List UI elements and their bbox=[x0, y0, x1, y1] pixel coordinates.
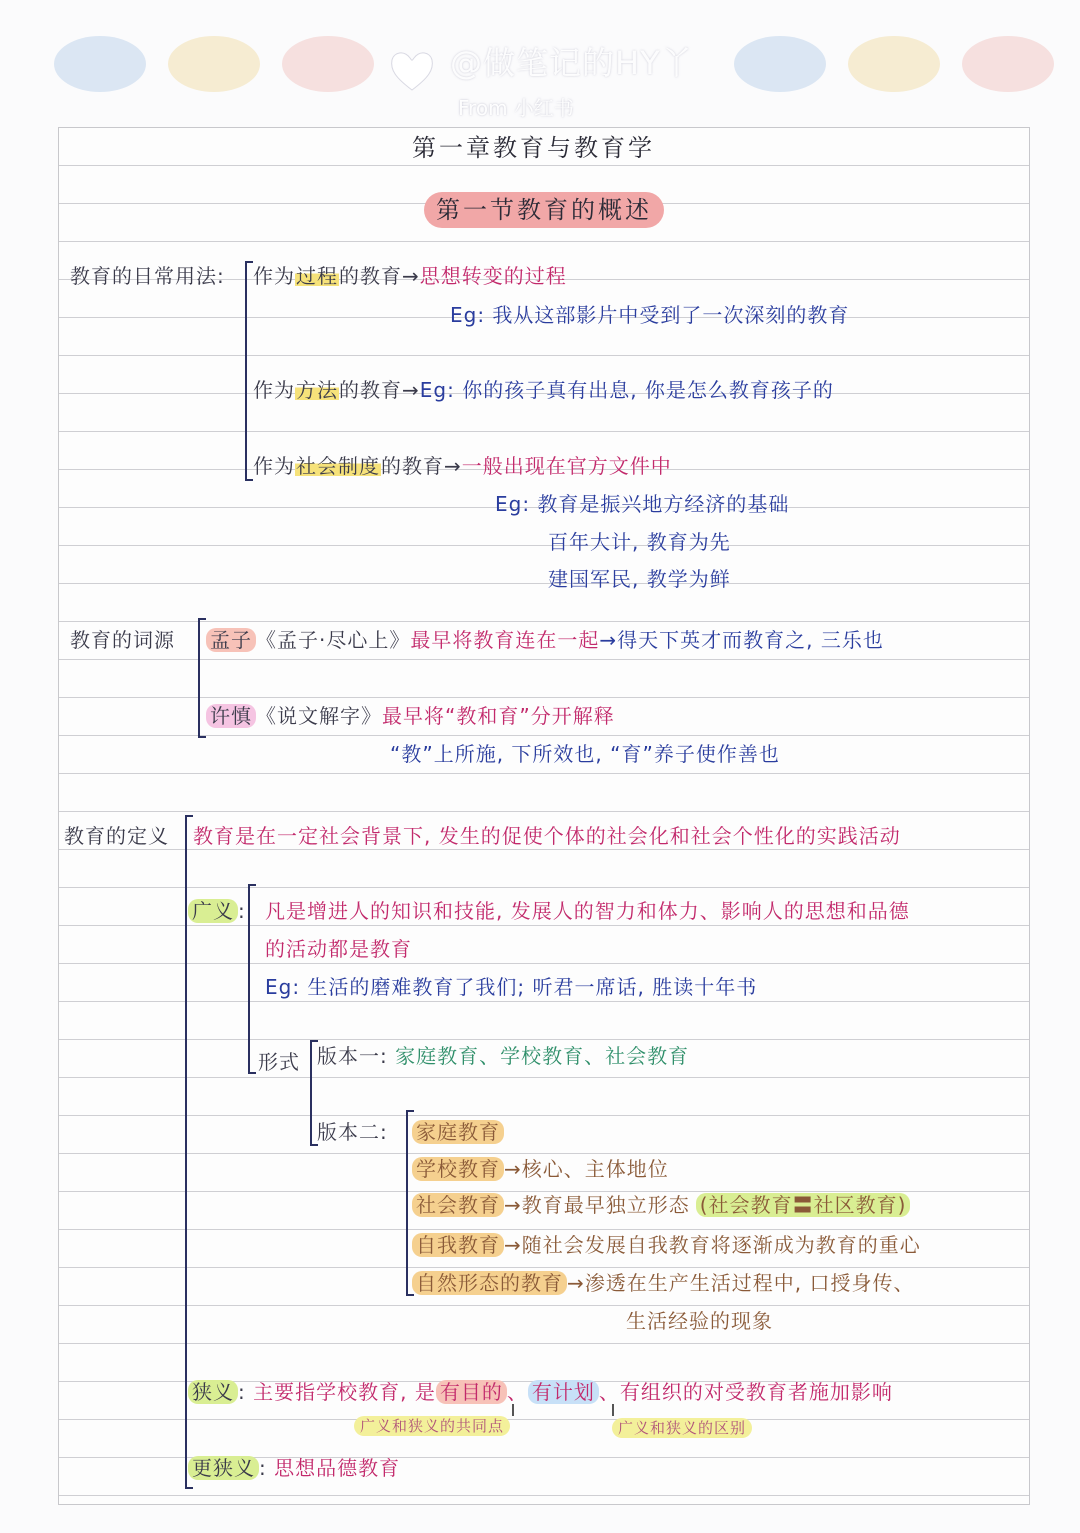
lined-paper bbox=[58, 127, 1030, 1505]
usage-process bbox=[253, 263, 567, 289]
narrower-row: 更狭义 : 思想品德教育 bbox=[188, 1455, 400, 1481]
arrow-down-icon bbox=[512, 1404, 514, 1416]
usage-method-eg: Eg: 你的孩子真有出息, 你是怎么教育孩子的 bbox=[419, 378, 834, 402]
usage-system-key: 社会制度 bbox=[296, 454, 380, 478]
v2-item-extra: (社会教育〓社区教育) bbox=[696, 1193, 911, 1217]
page-title: 第一章教育与教育学 bbox=[412, 134, 655, 162]
v2-item-name: 家庭教育 bbox=[412, 1120, 504, 1144]
usage-method-pre: 作为 bbox=[253, 378, 295, 402]
broad-eg: Eg: 生活的磨难教育了我们; 听君一席话, 胜读十年书 bbox=[265, 975, 758, 999]
mencius-desc: 最早将教育连在一起 bbox=[410, 628, 600, 652]
pastel-dot bbox=[54, 36, 146, 92]
etymology-mencius bbox=[206, 627, 884, 653]
xushen-name: 许慎 bbox=[206, 704, 256, 728]
pastel-dot bbox=[734, 36, 826, 92]
v2-item-desc: →教育最早独立形态 bbox=[504, 1193, 690, 1217]
form-v1-text: 家庭教育、学校教育、社会教育 bbox=[395, 1044, 690, 1068]
mencius-name: 孟子 bbox=[206, 628, 256, 652]
v2-item-desc: →随社会发展自我教育将逐渐成为教育的重心 bbox=[504, 1233, 921, 1257]
v2-item-desc: →核心、主体地位 bbox=[504, 1157, 669, 1181]
narrower-label: 更狭义 bbox=[188, 1456, 259, 1480]
v2-item-desc: →渗透在生产生活过程中, 口授身传、 bbox=[567, 1271, 915, 1295]
broad-line1: 凡是增进人的知识和技能, 发展人的智力和体力、影响人的思想和品德 bbox=[265, 899, 910, 923]
usage-label: 教育的日常用法: bbox=[70, 264, 225, 288]
etymology-label: 教育的词源 bbox=[70, 628, 175, 652]
definition-text: 教育是在一定社会背景下, 发生的促使个体的社会化和社会个性化的实践活动 bbox=[193, 824, 901, 848]
arrow-down-icon bbox=[612, 1404, 614, 1416]
pastel-dot bbox=[282, 36, 374, 92]
xushen-desc: 最早将“教和育”分开解释 bbox=[382, 704, 615, 728]
broad-label-wrap: 广义 : bbox=[188, 898, 246, 924]
usage-process-post: 的教育→ bbox=[339, 264, 420, 288]
v2-item-name: 自然形态的教育 bbox=[412, 1271, 567, 1295]
xushen-book: 《说文解字》 bbox=[256, 704, 382, 728]
v2-item bbox=[412, 1270, 914, 1296]
definition-label: 教育的定义 bbox=[64, 824, 169, 848]
xushen-quote: “教”上所施, 下所效也, “育”养子使作善也 bbox=[390, 742, 780, 766]
v2-item bbox=[412, 1119, 504, 1145]
usage-method bbox=[253, 377, 834, 403]
section-title: 第一节教育的概述 bbox=[424, 192, 664, 228]
v2-item bbox=[412, 1156, 669, 1182]
narrow-k1: 有目的 bbox=[436, 1380, 507, 1404]
pastel-dot bbox=[962, 36, 1054, 92]
usage-method-key: 方法 bbox=[296, 378, 338, 402]
mencius-quote: →得天下英才而教育之, 三乐也 bbox=[599, 628, 884, 652]
narrow-sep: 、 bbox=[506, 1380, 528, 1404]
xiaohongshu-logo-icon bbox=[386, 44, 438, 96]
usage-process-pre: 作为 bbox=[253, 264, 295, 288]
v2-item-name: 自我教育 bbox=[412, 1233, 504, 1257]
broad-label: 广义 bbox=[188, 899, 238, 923]
usage-system-meaning: 一般出现在官方文件中 bbox=[461, 454, 672, 478]
broad-form-label: 形式 bbox=[258, 1050, 300, 1074]
usage-system-eg1: Eg: 教育是振兴地方经济的基础 bbox=[495, 492, 790, 516]
narrow-row: 狭义 : 主要指学校教育, 是 有目的 、 有计划 、有组织的对受教育者施加影响 bbox=[188, 1379, 893, 1405]
v2-item bbox=[412, 1232, 921, 1258]
form-v1 bbox=[317, 1043, 689, 1069]
usage-process-eg: Eg: 我从这部影片中受到了一次深刻的教育 bbox=[450, 303, 850, 327]
narrow-note2: 广义和狭义的区别 bbox=[612, 1418, 752, 1438]
watermark-source: From 小红书 bbox=[458, 96, 574, 120]
broad-line2: 的活动都是教育 bbox=[265, 937, 412, 961]
usage-system-pre: 作为 bbox=[253, 454, 295, 478]
usage-system-post: 的教育→ bbox=[381, 454, 462, 478]
mencius-book: 《孟子·尽心上》 bbox=[256, 628, 411, 652]
form-v1-label: 版本一: bbox=[317, 1044, 388, 1068]
broad-bracket bbox=[248, 884, 256, 1074]
narrow-label: 狭义 bbox=[188, 1380, 238, 1404]
pastel-dot bbox=[168, 36, 260, 92]
narrow-pre: 主要指学校教育, 是 bbox=[253, 1380, 436, 1404]
usage-system bbox=[253, 453, 672, 479]
v2-item-name: 社会教育 bbox=[412, 1193, 504, 1217]
pastel-dot bbox=[848, 36, 940, 92]
narrow-note1: 广义和狭义的共同点 bbox=[354, 1416, 510, 1436]
usage-process-key: 过程 bbox=[296, 264, 338, 288]
v2-item-desc2: 生活经验的现象 bbox=[626, 1309, 773, 1333]
usage-bracket bbox=[245, 261, 253, 481]
narrower-text: 思想品德教育 bbox=[274, 1456, 401, 1480]
etymology-xushen bbox=[206, 703, 615, 729]
narrow-post: 、有组织的对受教育者施加影响 bbox=[598, 1380, 893, 1404]
usage-process-meaning: 思想转变的过程 bbox=[419, 264, 567, 288]
narrow-k2: 有计划 bbox=[528, 1380, 599, 1404]
v2-item bbox=[412, 1192, 910, 1218]
watermark-handle: @做笔记的HY丫 bbox=[450, 44, 694, 82]
etymology-bracket bbox=[198, 618, 206, 738]
usage-system-eg2: 百年大计, 教育为先 bbox=[548, 530, 731, 554]
usage-system-eg3: 建国军民, 教学为鲜 bbox=[548, 567, 731, 591]
form-v2-label: 版本二: bbox=[317, 1120, 388, 1144]
v2-item-name: 学校教育 bbox=[412, 1157, 504, 1181]
usage-method-post: 的教育→ bbox=[339, 378, 420, 402]
